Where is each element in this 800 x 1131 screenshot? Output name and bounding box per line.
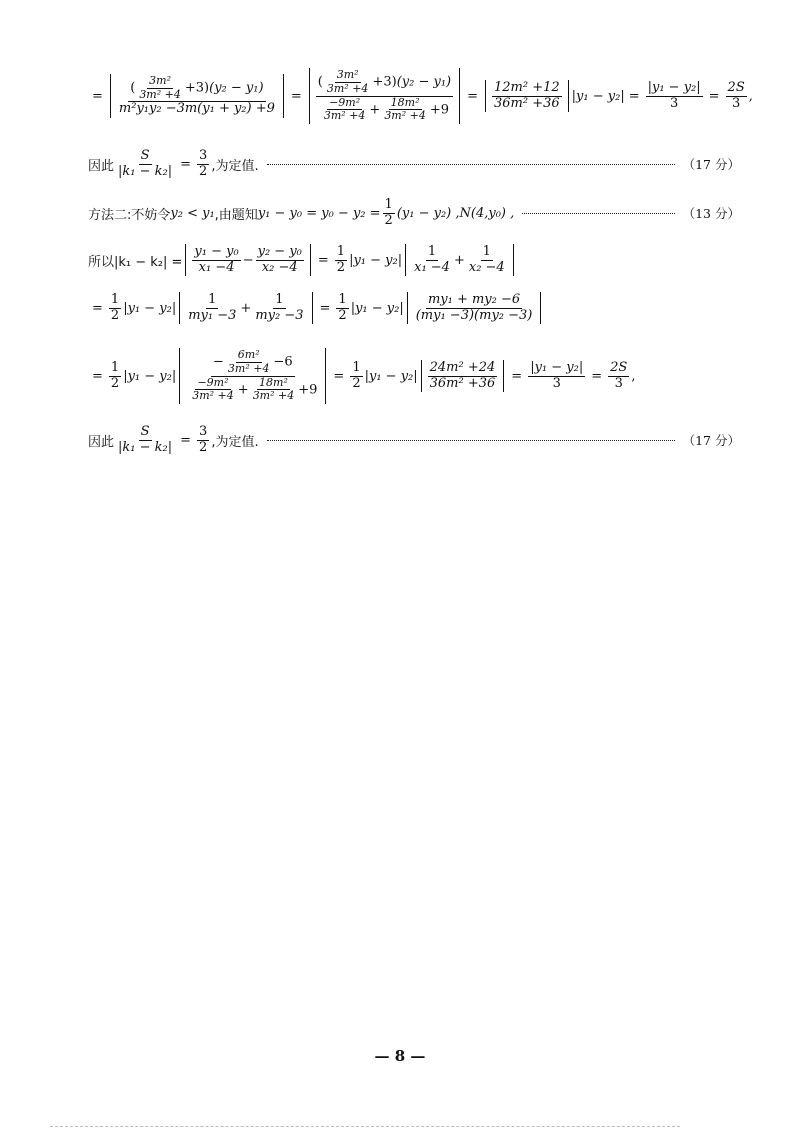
equation-line-5: = $\frac{1}{2}$ |y₁ − y₂| $\frac{1}{\text{my₁ −3}}$ + $\frac{1}{\text{my₂ −3}}$ = $\frac{1}{2}$ |y₁ − y₂| $\frac{\text{my₁ + my₂ −6}}{\text{(my₁ −3)(my₂ −3)}}$: [88, 290, 740, 326]
conclusion-line-1: 因此 $\frac{S}{\text{|k₁ − k₂|}}$ = $\frac{3}{2}$ ,为定值. （17 分）: [88, 147, 740, 179]
leader-dots: [267, 440, 675, 441]
fraction: ( $\frac{\text{3m²}}{\text{3m² +4}}$ +3)(y₂ − y₁) $\frac{\text{−9m²}}{\text{3m² +4}}$ + $\frac{\text{18m²}}{\text{3m² +4}}$ +9: [317, 68, 452, 123]
equals: =: [92, 88, 103, 104]
equation-line-6: = $\frac{1}{2}$ |y₁ − y₂| − $\frac{\text{6m²}}{\text{3m² +4}}$ −6 $\frac{\text{−9m²}}{\text{3m² +4}}$ + $\frac{\text{18m²}}{\text{3m² +4}}$ +9 = $\frac{1}{2}$ |y₁ − y₂| $\frac{\text{24m² +24}}{\text{36m² +36}}$ = $\frac{\text{|y₁ − y₂|}}{3}$ = $\frac{2S}{3}$ ,: [92, 348, 636, 403]
abs-expression-3: $\frac{\text{12m² +12}}{\text{36m² +36}}$: [485, 80, 569, 113]
bottom-divider: [50, 1126, 680, 1127]
fraction: ( $\frac{\text{3m²}}{\text{3m² +4}}$ +3)(y₂ − y₁) m²y₁y₂ −3m(y₁ + y₂) +9: [118, 73, 275, 117]
conclusion-line-2: 因此 $\frac{S}{\text{|k₁ − k₂|}}$ = $\frac{3}{2}$ ,为定值. （17 分）: [88, 423, 740, 455]
score-label: （13 分）: [682, 206, 740, 221]
score-label: （17 分）: [682, 433, 740, 448]
equation-line-4: 所以|k₁ − k₂| = $\frac{\text{y₁ − y₀}}{\text{x₁ −4}}$ − $\frac{\text{y₂ − y₀}}{\text{x₂ −4}}$ = $\frac{1}{2}$ |y₁ − y₂| $\frac{1}{\text{x₁ −4}}$ + $\frac{1}{\text{x₂ −4}}$: [88, 242, 740, 278]
page-number: — 8 —: [374, 1047, 426, 1065]
abs-expression-2: [309, 68, 460, 124]
abs-expression-1: [110, 74, 284, 118]
leader-dots: [267, 164, 675, 165]
method-two-line: 方法二:不妨令 y₂ < y₁ ,由题知 y₁ − y₀ = y₀ − y₂ = $\frac{1}{2}$ (y₁ − y₂) ,N(4,y₀) , （13 分）: [88, 196, 740, 228]
score-label: （17 分）: [682, 157, 740, 172]
equation-line-1: = ( $\frac{\text{3m²}}{\text{3m² +4}}$ +3)(y₂ − y₁) m²y₁y₂ −3m(y₁ + y₂) +9 = ( $\frac{\text{3m²}}{\text{3m² +4}}$ +3)(y₂ − y₁) $\frac{\text{−9m²}}{\text{3m² +4}}$ + $\frac{\text{18m²}}{\text{3m² +4}}$ +9 = $\frac{\text{12m² +12}}{\text{36m² +36}}$ |y₁ − y₂| = $\frac{\text{|y₁ − y₂|}}{3}$ = $\frac{2S}{3}$ ,: [92, 68, 753, 123]
leader-dots: [522, 213, 674, 214]
